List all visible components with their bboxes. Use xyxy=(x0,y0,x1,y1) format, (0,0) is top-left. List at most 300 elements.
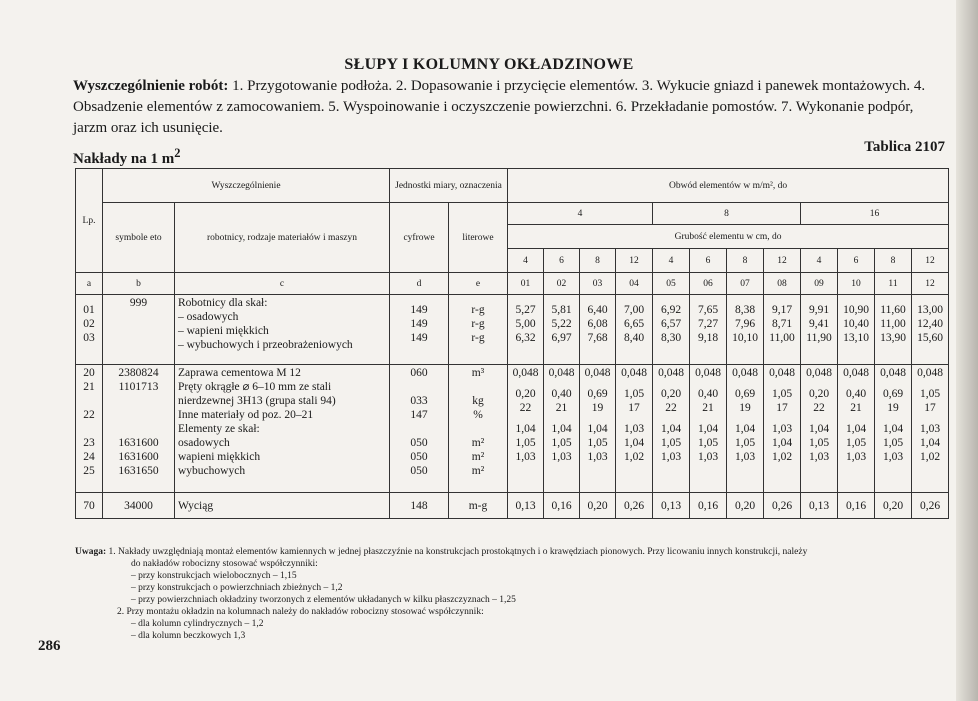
value: 6,57 xyxy=(660,318,682,330)
value: 0,40 xyxy=(551,388,572,400)
spacer xyxy=(106,394,171,408)
value: 1,04 xyxy=(660,423,682,435)
value-cell: 0,26 xyxy=(764,493,801,519)
index-cell: 04 xyxy=(616,273,653,295)
stack-line: wybuchowych xyxy=(178,465,246,477)
header-jednostki: Jednostki miary, oznaczenia xyxy=(390,169,508,203)
value: 1,05 xyxy=(660,437,682,449)
stack-line: 1631600 xyxy=(118,437,159,449)
stack-line: Zaprawa cementowa M 12 xyxy=(178,367,301,379)
value: 8,30 xyxy=(660,332,682,344)
spacer xyxy=(804,415,834,422)
stack-line: Pręty okrągłe ⌀ 6–10 mm ze stali xyxy=(178,381,332,393)
index-cell: 06 xyxy=(690,273,727,295)
value: 6,08 xyxy=(587,318,608,330)
spacer xyxy=(693,296,723,303)
value-cell xyxy=(912,365,949,493)
value: 1,05 xyxy=(919,388,941,400)
value: 1,04 xyxy=(734,423,756,435)
spacer xyxy=(841,415,871,422)
value: 1,04 xyxy=(771,437,793,449)
spacer xyxy=(619,296,649,303)
value: 7,68 xyxy=(587,332,608,344)
value: 10,10 xyxy=(732,332,758,344)
value: 1,04 xyxy=(587,423,608,435)
page-edge-shadow xyxy=(956,0,978,701)
value-cell: 0,16 xyxy=(690,493,727,519)
value-cell: 0,16 xyxy=(544,493,580,519)
value-cell xyxy=(727,365,764,493)
block2-lp xyxy=(76,365,103,493)
value-cell xyxy=(653,365,690,493)
index-cell: 12 xyxy=(912,273,949,295)
value: 1,03 xyxy=(623,423,645,435)
thickness-cell: 12 xyxy=(912,249,949,273)
spacer xyxy=(841,380,871,387)
spacer xyxy=(767,296,797,303)
value: 5,27 xyxy=(515,304,536,316)
value: 11,90 xyxy=(806,332,832,344)
stack-line: 20 xyxy=(83,367,95,379)
index-cell: 07 xyxy=(727,273,764,295)
value-cell xyxy=(801,365,838,493)
spacer xyxy=(79,296,99,303)
value-cell xyxy=(653,295,690,365)
thickness-cell: 6 xyxy=(690,249,727,273)
spacer xyxy=(767,415,797,422)
value: 9,91 xyxy=(808,304,830,316)
value: 0,048 xyxy=(769,367,795,379)
spacer xyxy=(511,296,540,303)
note-text: 1. Nakłady uwzględniają montaż elementów kamiennych w jednej płaszczyźnie na konstrukcjach prostokątnych i o krawędziach pionowych. Przy licowaniu innych konstrukcji, należy xyxy=(108,547,808,557)
spacer xyxy=(730,296,760,303)
spacer xyxy=(619,415,649,422)
header-obwod: Obwód elementów w m/m², do xyxy=(508,169,949,203)
value: 17 xyxy=(776,402,788,414)
thickness-cell: 12 xyxy=(616,249,653,273)
value: 13,00 xyxy=(917,304,943,316)
value: 1,03 xyxy=(734,451,756,463)
value: 19 xyxy=(887,402,899,414)
stack-line: 050 xyxy=(410,437,428,449)
value: 1,02 xyxy=(771,451,793,463)
index-cell: 09 xyxy=(801,273,838,295)
note-line: – dla kolumn cylindrycznych – 1,2 xyxy=(131,619,264,629)
spacer xyxy=(915,415,945,422)
value-cell: 0,26 xyxy=(616,493,653,519)
stack-line: 149 xyxy=(410,332,428,344)
value: 17 xyxy=(924,402,936,414)
value: 1,04 xyxy=(882,423,904,435)
value: 22 xyxy=(519,402,532,414)
value: 1,04 xyxy=(515,423,536,435)
stack-line: kg xyxy=(472,395,484,407)
stack-line: 2380824 xyxy=(118,367,159,379)
index-cell: b xyxy=(103,273,175,295)
stack-line: 22 xyxy=(83,409,95,421)
stack-line: m² xyxy=(471,451,485,463)
spacer xyxy=(693,380,723,387)
value: 1,03 xyxy=(808,451,830,463)
value: 0,048 xyxy=(512,367,539,379)
value-cell xyxy=(912,295,949,365)
spacer xyxy=(452,296,504,303)
value: 11,60 xyxy=(880,304,906,316)
header-cyfrowe: cyfrowe xyxy=(390,203,449,273)
value-cell xyxy=(875,295,912,365)
value: 22 xyxy=(813,402,825,414)
value-cell: 0,13 xyxy=(653,493,690,519)
stack-line: Inne materiały od poz. 20–21 xyxy=(178,409,314,421)
index-cell: c xyxy=(175,273,390,295)
value-cell: 0,16 xyxy=(838,493,875,519)
spacer xyxy=(583,296,612,303)
value: 1,03 xyxy=(515,451,536,463)
value: 5,00 xyxy=(515,318,536,330)
value: 0,048 xyxy=(880,367,906,379)
spacer xyxy=(393,380,445,394)
value-cell xyxy=(580,365,616,493)
value-cell: 0,26 xyxy=(912,493,949,519)
value-cell: 0,13 xyxy=(801,493,838,519)
value: 1,05 xyxy=(697,437,719,449)
note-line: 2. Przy montażu okładzin na kolumnach należy do nakładów robocizny stosować współczynnik: xyxy=(117,607,484,617)
value: 19 xyxy=(591,402,604,414)
value: 0,20 xyxy=(808,388,830,400)
value: 1,04 xyxy=(697,423,719,435)
scope-of-work xyxy=(73,76,947,139)
row70-symbol: 34000 xyxy=(103,493,175,519)
value: 0,048 xyxy=(621,367,647,379)
value-cell xyxy=(690,295,727,365)
spacer xyxy=(656,296,686,303)
value: 13,10 xyxy=(843,332,869,344)
stack-line: 050 xyxy=(410,465,428,477)
header-literowe: literowe xyxy=(449,203,508,273)
value: 12,40 xyxy=(917,318,943,330)
index-cell: 10 xyxy=(838,273,875,295)
value: 0,048 xyxy=(548,367,575,379)
page-number: 286 xyxy=(38,638,61,654)
value: 7,27 xyxy=(697,318,719,330)
value-cell xyxy=(508,295,544,365)
value-cell xyxy=(801,295,838,365)
index-cell: a xyxy=(76,273,103,295)
header-symbole: symbole eto xyxy=(103,203,175,273)
value: 1,05 xyxy=(882,437,904,449)
spacer xyxy=(878,380,908,387)
spacer xyxy=(656,380,686,387)
value-cell: 0,13 xyxy=(508,493,544,519)
spacer xyxy=(511,380,540,387)
spacer xyxy=(393,296,445,303)
value: 0,20 xyxy=(515,388,536,400)
row70-literowe: m-g xyxy=(449,493,508,519)
value: 1,03 xyxy=(697,451,719,463)
stack-line: r-g xyxy=(471,332,485,344)
stack-line: Elementy ze skał: xyxy=(178,423,260,435)
value: 1,05 xyxy=(587,437,608,449)
value: 1,05 xyxy=(734,437,756,449)
spacer xyxy=(547,380,576,387)
value: 5,81 xyxy=(551,304,572,316)
block2-desc xyxy=(175,365,390,493)
value: 1,04 xyxy=(919,437,941,449)
block1-lp xyxy=(76,295,103,365)
value: 1,03 xyxy=(771,423,793,435)
value: 5,22 xyxy=(551,318,572,330)
spacer xyxy=(583,380,612,387)
value: 1,05 xyxy=(551,437,572,449)
stack-line: – wapieni miękkich xyxy=(178,325,269,337)
value: 11,00 xyxy=(880,318,906,330)
value: 6,32 xyxy=(515,332,536,344)
thickness-cell: 6 xyxy=(838,249,875,273)
stack-line: nierdzewnej 3H13 (grupa stali 94) xyxy=(178,395,336,407)
value: 21 xyxy=(850,402,862,414)
value: 0,048 xyxy=(843,367,869,379)
obwod-group: 4 xyxy=(508,203,653,225)
thickness-cell: 8 xyxy=(727,249,764,273)
row70-cyfrowe: 148 xyxy=(390,493,449,519)
value: 0,048 xyxy=(806,367,832,379)
index-cell: 03 xyxy=(580,273,616,295)
spacer xyxy=(804,296,834,303)
index-cell: e xyxy=(449,273,508,295)
stack-line: 24 xyxy=(83,451,95,463)
header-lp: Lp. xyxy=(76,169,103,273)
spacer xyxy=(79,394,99,408)
thickness-cell: 6 xyxy=(544,249,580,273)
value: 0,048 xyxy=(917,367,943,379)
value: 9,17 xyxy=(771,304,793,316)
value: 1,04 xyxy=(808,423,830,435)
value: 0,048 xyxy=(695,367,721,379)
value-cell: 0,20 xyxy=(727,493,764,519)
value-cell xyxy=(544,295,580,365)
index-cell: 05 xyxy=(653,273,690,295)
index-cell: 02 xyxy=(544,273,580,295)
value: 0,69 xyxy=(882,388,904,400)
spacer xyxy=(915,380,945,387)
norms-table xyxy=(75,168,949,519)
thickness-cell: 8 xyxy=(875,249,912,273)
spacer xyxy=(767,380,797,387)
note-line: – przy powierzchniach okładziny tworzonych z elementów układanych w kilku płaszczyznach – 1,25 xyxy=(131,595,516,605)
value: 1,03 xyxy=(845,451,867,463)
header-robotnicy: robotnicy, rodzaje materiałów i maszyn xyxy=(175,203,390,273)
block2-literowe xyxy=(449,365,508,493)
spacer xyxy=(841,296,871,303)
note-line: – przy konstrukcjach wielobocznych – 1,15 xyxy=(131,571,297,581)
spacer xyxy=(915,296,945,303)
notes-label: Uwaga: xyxy=(75,547,109,557)
value: 1,05 xyxy=(808,437,830,449)
value-cell xyxy=(838,365,875,493)
value: 1,03 xyxy=(882,451,904,463)
notes xyxy=(75,546,945,642)
stack-line: osadowych xyxy=(178,437,230,449)
value: 1,05 xyxy=(515,437,536,449)
value-cell xyxy=(838,295,875,365)
value: 10,40 xyxy=(843,318,869,330)
value-cell xyxy=(508,365,544,493)
index-cell: d xyxy=(390,273,449,295)
value: 8,38 xyxy=(734,304,756,316)
stack-line: 060 xyxy=(410,367,428,379)
spacer xyxy=(583,415,612,422)
header-wyszczegolnienie: Wyszczególnienie xyxy=(103,169,390,203)
table-number: Tablica 2107 xyxy=(864,139,945,155)
index-cell: 11 xyxy=(875,273,912,295)
value-cell: 0,20 xyxy=(580,493,616,519)
spacer xyxy=(106,422,171,436)
spacer xyxy=(619,380,649,387)
spacer xyxy=(547,415,576,422)
spacer xyxy=(730,380,760,387)
stack-line: m² xyxy=(471,465,485,477)
value: 21 xyxy=(702,402,714,414)
row70-desc: Wyciąg xyxy=(175,493,390,519)
index-cell: 08 xyxy=(764,273,801,295)
obwod-group: 8 xyxy=(653,203,801,225)
value: 6,97 xyxy=(551,332,572,344)
value: 1,02 xyxy=(623,451,645,463)
spacer xyxy=(511,415,540,422)
value-cell xyxy=(580,295,616,365)
value: 0,40 xyxy=(697,388,719,400)
naklady-heading: Nakłady na 1 $m^2$ xyxy=(73,146,181,167)
stack-line: 149 xyxy=(410,318,428,330)
value: 22 xyxy=(665,402,677,414)
stack-line: 050 xyxy=(410,451,428,463)
value: 7,65 xyxy=(697,304,719,316)
value: 1,02 xyxy=(919,451,941,463)
value: 9,41 xyxy=(808,318,830,330)
value-cell xyxy=(764,295,801,365)
spacer xyxy=(693,415,723,422)
value: 1,03 xyxy=(587,451,608,463)
stack-line: r-g xyxy=(471,304,485,316)
block2-cyfrowe xyxy=(390,365,449,493)
stack-line: m³ xyxy=(471,367,485,379)
block1-symbol: 999 xyxy=(103,295,175,365)
stack-line: 23 xyxy=(83,437,95,449)
value: 1,05 xyxy=(845,437,867,449)
scope-text: 1. Przygotowanie podłoża. 2. Dopasowanie i przycięcie elementów. 3. Wykucie gniazd i panewek montażowych. 4. Obsadzenie elementów z zamocowaniem. 5. Wyspoinowanie i oczyszczenie powierzchni. 6. Przekładanie pomostów. 7. Wykonanie podpór, jarzm oraz ich usunięcie. xyxy=(73,78,926,136)
header-grubosc: Grubość elementu w cm, do xyxy=(508,225,949,249)
spacer xyxy=(730,415,760,422)
value: 7,00 xyxy=(623,304,645,316)
thickness-cell: 4 xyxy=(801,249,838,273)
thickness-cell: 4 xyxy=(653,249,690,273)
value: 1,03 xyxy=(919,423,941,435)
stack-line: 1101713 xyxy=(118,381,159,393)
value: 17 xyxy=(628,402,640,414)
value: 0,048 xyxy=(584,367,611,379)
value: 9,18 xyxy=(697,332,719,344)
value: 1,05 xyxy=(771,388,793,400)
stack-line: wapieni miękkich xyxy=(178,451,261,463)
value: 6,65 xyxy=(623,318,645,330)
stack-line: m² xyxy=(471,437,485,449)
value-cell xyxy=(727,295,764,365)
spacer xyxy=(656,415,686,422)
stack-line: Robotnicy dla skał: xyxy=(178,297,268,309)
value: 11,00 xyxy=(769,332,795,344)
value: 1,03 xyxy=(551,451,572,463)
value: 10,90 xyxy=(843,304,869,316)
thickness-cell: 12 xyxy=(764,249,801,273)
stack-line: 21 xyxy=(83,381,95,393)
obwod-group: 16 xyxy=(801,203,949,225)
spacer xyxy=(878,415,908,422)
spacer xyxy=(804,380,834,387)
stack-line: 01 xyxy=(83,304,95,316)
block2-symbols xyxy=(103,365,175,493)
stack-line: 25 xyxy=(83,465,95,477)
value-cell xyxy=(690,365,727,493)
value: 1,04 xyxy=(551,423,572,435)
value-cell xyxy=(616,295,653,365)
row70-lp: 70 xyxy=(76,493,103,519)
value: 7,96 xyxy=(734,318,756,330)
stack-line: 1631600 xyxy=(118,451,159,463)
value: 0,69 xyxy=(587,388,608,400)
stack-line: % xyxy=(473,409,483,421)
spacer xyxy=(878,296,908,303)
value: 1,04 xyxy=(623,437,645,449)
stack-line: 033 xyxy=(410,395,428,407)
note-line: – przy konstrukcjach o powierzchniach zbieżnych – 1,2 xyxy=(131,583,343,593)
value: 0,048 xyxy=(658,367,684,379)
value: 0,20 xyxy=(660,388,682,400)
spacer xyxy=(452,380,504,394)
value: 21 xyxy=(555,402,568,414)
value: 0,048 xyxy=(732,367,758,379)
value: 13,90 xyxy=(880,332,906,344)
value-cell xyxy=(764,365,801,493)
value: 8,71 xyxy=(771,318,793,330)
stack-line: 1631650 xyxy=(118,465,159,477)
block1-desc xyxy=(175,295,390,365)
value: 1,03 xyxy=(660,451,682,463)
scope-label: Wyszczególnienie robót: xyxy=(73,78,229,94)
stack-line: – wybuchowych i przeobrażeniowych xyxy=(178,339,353,351)
thickness-cell: 4 xyxy=(508,249,544,273)
value: 19 xyxy=(739,402,751,414)
thickness-cell: 8 xyxy=(580,249,616,273)
spacer xyxy=(79,422,99,436)
value-cell: 0,20 xyxy=(875,493,912,519)
spacer xyxy=(393,422,445,436)
index-cell: 01 xyxy=(508,273,544,295)
spacer xyxy=(106,408,171,422)
note-line xyxy=(75,546,945,558)
spacer xyxy=(452,422,504,436)
value-cell xyxy=(616,365,653,493)
value: 1,05 xyxy=(623,388,645,400)
value: 8,40 xyxy=(623,332,645,344)
value-cell xyxy=(875,365,912,493)
value: 15,60 xyxy=(917,332,943,344)
value: 0,40 xyxy=(845,388,867,400)
spacer xyxy=(547,296,576,303)
stack-line: 149 xyxy=(410,304,428,316)
stack-line: 03 xyxy=(83,332,95,344)
page-title: SŁUPY I KOLUMNY OKŁADZINOWE xyxy=(344,56,634,73)
value: 1,04 xyxy=(845,423,867,435)
